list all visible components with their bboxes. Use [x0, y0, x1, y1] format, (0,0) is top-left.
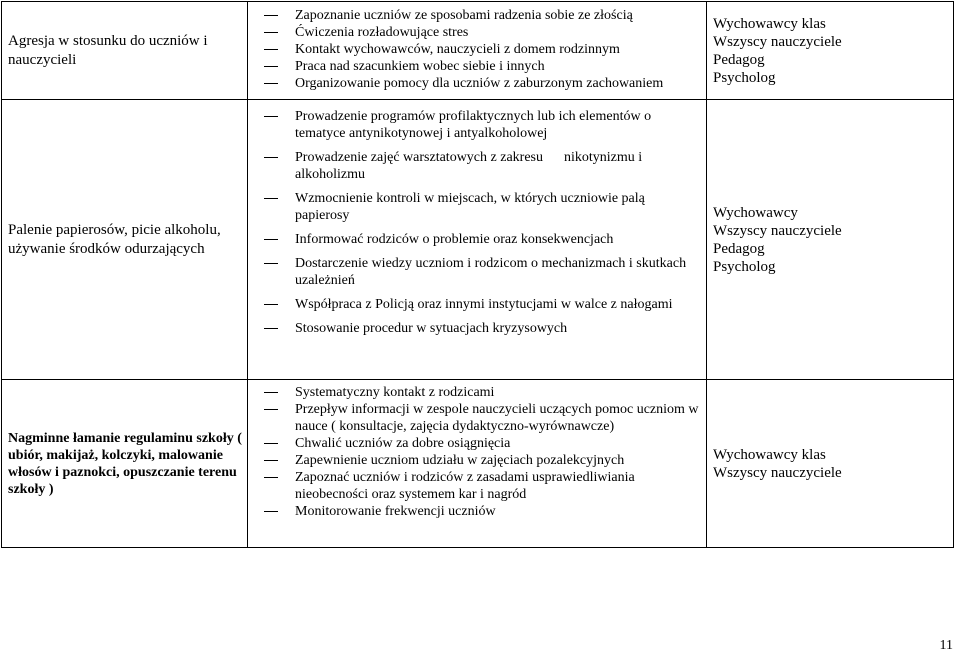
responsible-item: Psycholog	[713, 258, 776, 275]
table-row	[2, 100, 954, 380]
responsible-item: Wszyscy nauczyciele	[713, 222, 842, 239]
action-item: Prowadzenie programów profilaktycznych lub ich elementów o tematyce antynikotynowej i antyalkoholowej	[248, 108, 702, 142]
responsible-list	[707, 2, 953, 87]
responsible-cell	[707, 100, 954, 380]
actions-cell	[248, 2, 707, 100]
responsible-item: Pedagog	[713, 52, 765, 68]
action-item: Współpraca z Policją oraz innymi instytucjami w walce z nałogami	[248, 296, 702, 313]
responsible-list	[707, 446, 953, 482]
problem-text: Nagminne łamanie regulaminu szkoły ( ubiór, makijaż, kolczyki, malowanie włosów i paznokci, opuszczanie terenu szkoły )	[8, 430, 242, 497]
action-item: Dostarczenie wiedzy uczniom i rodzicom o mechanizmach i skutkach uzależnień	[248, 255, 702, 289]
problem-text: Palenie papierosów, picie alkoholu, używanie środków odurzających	[8, 221, 221, 257]
action-item: Praca nad szacunkiem wobec siebie i innych	[248, 58, 702, 75]
action-item: Prowadzenie zajęć warsztatowych z zakresu nikotynizmu i alkoholizmu	[248, 149, 702, 183]
responsible-cell	[707, 2, 954, 100]
action-item: Przepływ informacji w zespole nauczycieli uczących pomoc uczniom w nauce ( konsultacje, zajęcia dydaktyczno-wyrównawcze)	[248, 401, 702, 435]
problem-cell	[2, 100, 248, 380]
actions-list	[248, 2, 706, 92]
responsible-item: Pedagog	[713, 240, 765, 257]
actions-cell	[248, 380, 707, 548]
responsible-item: Wychowawcy klas	[713, 16, 826, 32]
action-item: Organizowanie pomocy dla uczniów z zaburzonym zachowaniem	[248, 75, 702, 92]
responsible-item: Wychowawcy	[713, 204, 798, 221]
problem-text: Agresja w stosunku do uczniów i nauczycieli	[8, 33, 208, 68]
action-item: Monitorowanie frekwencji uczniów	[248, 503, 702, 520]
responsible-list	[707, 204, 953, 276]
action-item: Ćwiczenia rozładowujące stres	[248, 24, 702, 41]
actions-list	[248, 100, 706, 337]
actions-cell	[248, 100, 707, 380]
action-item: Zapoznanie uczniów ze sposobami radzenia sobie ze złością	[248, 7, 702, 24]
problem-cell	[2, 2, 248, 100]
table-row	[2, 2, 954, 100]
responsible-item: Wszyscy nauczyciele	[713, 34, 842, 50]
page-number: 11	[939, 638, 953, 653]
action-item: Systematyczny kontakt z rodzicami	[248, 384, 702, 401]
plan-table	[1, 1, 954, 548]
responsible-item: Wszyscy nauczyciele	[713, 464, 842, 481]
responsible-cell	[707, 380, 954, 548]
action-item: Wzmocnienie kontroli w miejscach, w których uczniowie palą papierosy	[248, 190, 702, 224]
action-item: Zapewnienie uczniom udziału w zajęciach pozalekcyjnych	[248, 452, 702, 469]
action-item: Zapoznać uczniów i rodziców z zasadami usprawiedliwiania nieobecności oraz systemem kar i nagród	[248, 469, 702, 503]
responsible-item: Wychowawcy klas	[713, 446, 826, 463]
action-item: Stosowanie procedur w sytuacjach kryzysowych	[248, 320, 702, 337]
problem-cell	[2, 380, 248, 548]
actions-list	[248, 380, 706, 520]
action-item: Informować rodziców o problemie oraz konsekwencjach	[248, 231, 702, 248]
table-row	[2, 380, 954, 548]
action-item: Kontakt wychowawców, nauczycieli z domem rodzinnym	[248, 41, 702, 58]
responsible-item: Psycholog	[713, 70, 776, 86]
action-item: Chwalić uczniów za dobre osiągnięcia	[248, 435, 702, 452]
